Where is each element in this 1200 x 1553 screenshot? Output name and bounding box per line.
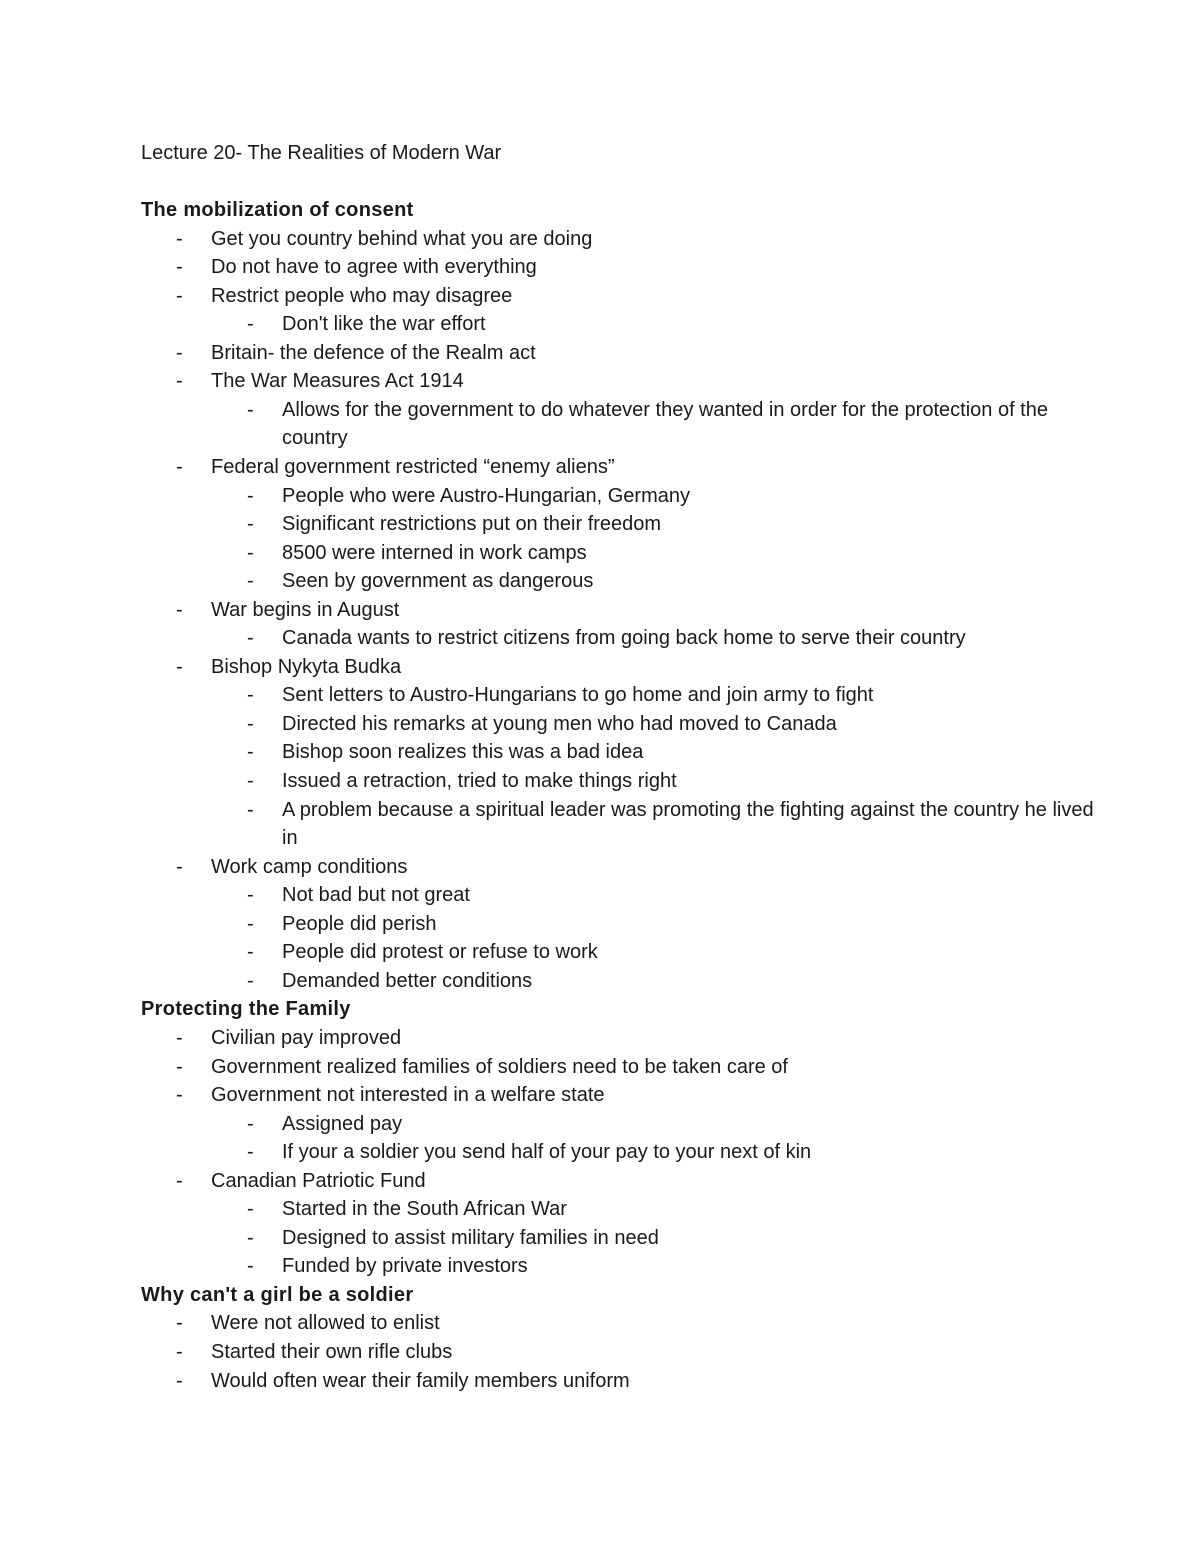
sub-list-item — [141, 967, 1101, 996]
list-item — [141, 225, 1101, 254]
sub-list-item-text: Issued a retraction, tried to make things right — [282, 770, 677, 793]
bullet-marker: - — [247, 1112, 254, 1135]
sub-list-item — [141, 1110, 1101, 1139]
list-item — [141, 1024, 1101, 1053]
sub-list-item — [141, 567, 1101, 596]
list-item — [141, 653, 1101, 682]
bullet-marker: - — [176, 456, 183, 479]
bullet-marker: - — [176, 370, 183, 393]
bullet-marker: - — [247, 570, 254, 593]
sub-list-item — [141, 767, 1101, 796]
sub-list-item — [141, 310, 1101, 339]
list-item-text: Were not allowed to enlist — [211, 1312, 440, 1335]
bullet-marker: - — [247, 513, 254, 536]
list-item — [141, 1338, 1101, 1367]
sub-list-item — [141, 482, 1101, 511]
sub-list-item-text: Directed his remarks at young men who had moved to Canada — [282, 712, 837, 735]
bullet-marker: - — [247, 798, 254, 821]
bullet-marker: - — [247, 770, 254, 793]
bullet-marker: - — [247, 684, 254, 707]
list-item — [141, 1309, 1101, 1338]
bullet-marker: - — [176, 256, 183, 279]
sub-list-item — [141, 1252, 1101, 1281]
section — [141, 1281, 1101, 1395]
sub-list-item-text: Seen by government as dangerous — [282, 570, 594, 593]
list-item — [141, 367, 1101, 396]
list-item — [141, 1053, 1101, 1082]
list-item-text: Canadian Patriotic Fund — [211, 1169, 426, 1192]
sub-list-item — [141, 881, 1101, 910]
section-heading: Protecting the Family — [141, 998, 351, 1021]
bullet-marker: - — [247, 741, 254, 764]
bullet-marker: - — [247, 912, 254, 935]
bullet-marker: - — [247, 969, 254, 992]
list-item-text: Work camp conditions — [211, 855, 408, 878]
sub-list-item-text: If your a soldier you send half of your pay to your next of kin — [282, 1141, 812, 1164]
section-heading: Why can't a girl be a soldier — [141, 1283, 414, 1306]
sub-list-item-text: Bishop soon realizes this was a bad idea — [282, 741, 644, 764]
list-item — [141, 453, 1101, 482]
bullet-marker: - — [247, 484, 254, 507]
sub-list-item — [141, 1224, 1101, 1253]
bullet-marker: - — [247, 712, 254, 735]
list-item-text: Would often wear their family members uniform — [211, 1369, 630, 1392]
bullet-marker: - — [247, 313, 254, 336]
sub-list-item-text: Started in the South African War — [282, 1198, 567, 1221]
bullet-marker: - — [247, 1226, 254, 1249]
section-heading: The mobilization of consent — [141, 199, 414, 222]
list-item — [141, 596, 1101, 625]
sub-list-item-text: Demanded better conditions — [282, 969, 533, 992]
bullet-marker: - — [176, 855, 183, 878]
sections-container — [141, 196, 1101, 1395]
bullet-marker: - — [247, 541, 254, 564]
list-item-text: Government not interested in a welfare state — [211, 1084, 605, 1107]
sub-list-item-text: A problem because a spiritual leader was promoting the fighting against the country he lived in — [282, 798, 1094, 850]
sub-list-item-text: Canada wants to restrict citizens from going back home to serve their country — [282, 627, 966, 650]
sub-list-item-text: Not bad but not great — [282, 884, 470, 907]
sub-list-item — [141, 796, 1101, 853]
sub-list-item — [141, 681, 1101, 710]
bullet-marker: - — [176, 598, 183, 621]
list-item-text: Britain- the defence of the Realm act — [211, 341, 536, 364]
list-item — [141, 1081, 1101, 1110]
sub-list-item-text: Designed to assist military families in need — [282, 1226, 659, 1249]
list-item — [141, 1367, 1101, 1396]
document-title: Lecture 20- The Realities of Modern War — [141, 142, 502, 164]
sub-list-item-text: People did perish — [282, 912, 437, 935]
sub-list-item — [141, 1195, 1101, 1224]
bullet-marker: - — [176, 284, 183, 307]
list-item-text: Restrict people who may disagree — [211, 284, 513, 307]
bullet-marker: - — [176, 1026, 183, 1049]
sub-list-item — [141, 624, 1101, 653]
sub-list-item-text: Sent letters to Austro-Hungarians to go home and join army to fight — [282, 684, 874, 707]
bullet-marker: - — [176, 1055, 183, 1078]
list-item-text: Get you country behind what you are doing — [211, 227, 593, 250]
list-item-text: Started their own rifle clubs — [211, 1340, 453, 1363]
bullet-marker: - — [247, 884, 254, 907]
bullet-marker: - — [247, 1198, 254, 1221]
bullet-marker: - — [176, 1169, 183, 1192]
sub-list-item — [141, 938, 1101, 967]
bullet-marker: - — [176, 1312, 183, 1335]
bullet-marker: - — [247, 1141, 254, 1164]
sub-list-item — [141, 510, 1101, 539]
sub-list-item-text: Significant restrictions put on their freedom — [282, 513, 662, 536]
bullet-marker: - — [176, 227, 183, 250]
document-body — [141, 139, 1101, 1395]
sub-list-item — [141, 1138, 1101, 1167]
sub-list-item-text: 8500 were interned in work camps — [282, 541, 587, 564]
list-item — [141, 282, 1101, 311]
sub-list-item — [141, 396, 1101, 453]
list-item-text: Bishop Nykyta Budka — [211, 655, 402, 678]
bullet-marker: - — [176, 1340, 183, 1363]
bullet-marker: - — [176, 1369, 183, 1392]
sub-list-item-text: People did protest or refuse to work — [282, 941, 598, 964]
bullet-marker: - — [176, 341, 183, 364]
bullet-marker: - — [247, 941, 254, 964]
list-item-text: Do not have to agree with everything — [211, 256, 537, 279]
list-item — [141, 853, 1101, 882]
section — [141, 196, 1101, 995]
bullet-marker: - — [247, 627, 254, 650]
list-item — [141, 339, 1101, 368]
bullet-marker: - — [176, 1084, 183, 1107]
list-item-text: Federal government restricted “enemy aliens” — [211, 456, 615, 479]
sub-list-item-text: Allows for the government to do whatever they wanted in order for the protection of the country — [282, 398, 1048, 450]
sub-list-item — [141, 710, 1101, 739]
sub-list-item-text: Don't like the war effort — [282, 313, 486, 336]
sub-list-item — [141, 910, 1101, 939]
list-item-text: War begins in August — [211, 598, 400, 621]
list-item — [141, 253, 1101, 282]
bullet-marker: - — [176, 655, 183, 678]
sub-list-item — [141, 738, 1101, 767]
list-item-text: The War Measures Act 1914 — [211, 370, 464, 393]
sub-list-item-text: Assigned pay — [282, 1112, 403, 1135]
bullet-marker: - — [247, 398, 254, 421]
sub-list-item — [141, 539, 1101, 568]
list-item-text: Civilian pay improved — [211, 1026, 402, 1049]
sub-list-item-text: Funded by private investors — [282, 1255, 528, 1278]
list-item — [141, 1167, 1101, 1196]
section — [141, 995, 1101, 1280]
sub-list-item-text: People who were Austro-Hungarian, Germany — [282, 484, 690, 507]
list-item-text: Government realized families of soldiers need to be taken care of — [211, 1055, 788, 1078]
bullet-marker: - — [247, 1255, 254, 1278]
